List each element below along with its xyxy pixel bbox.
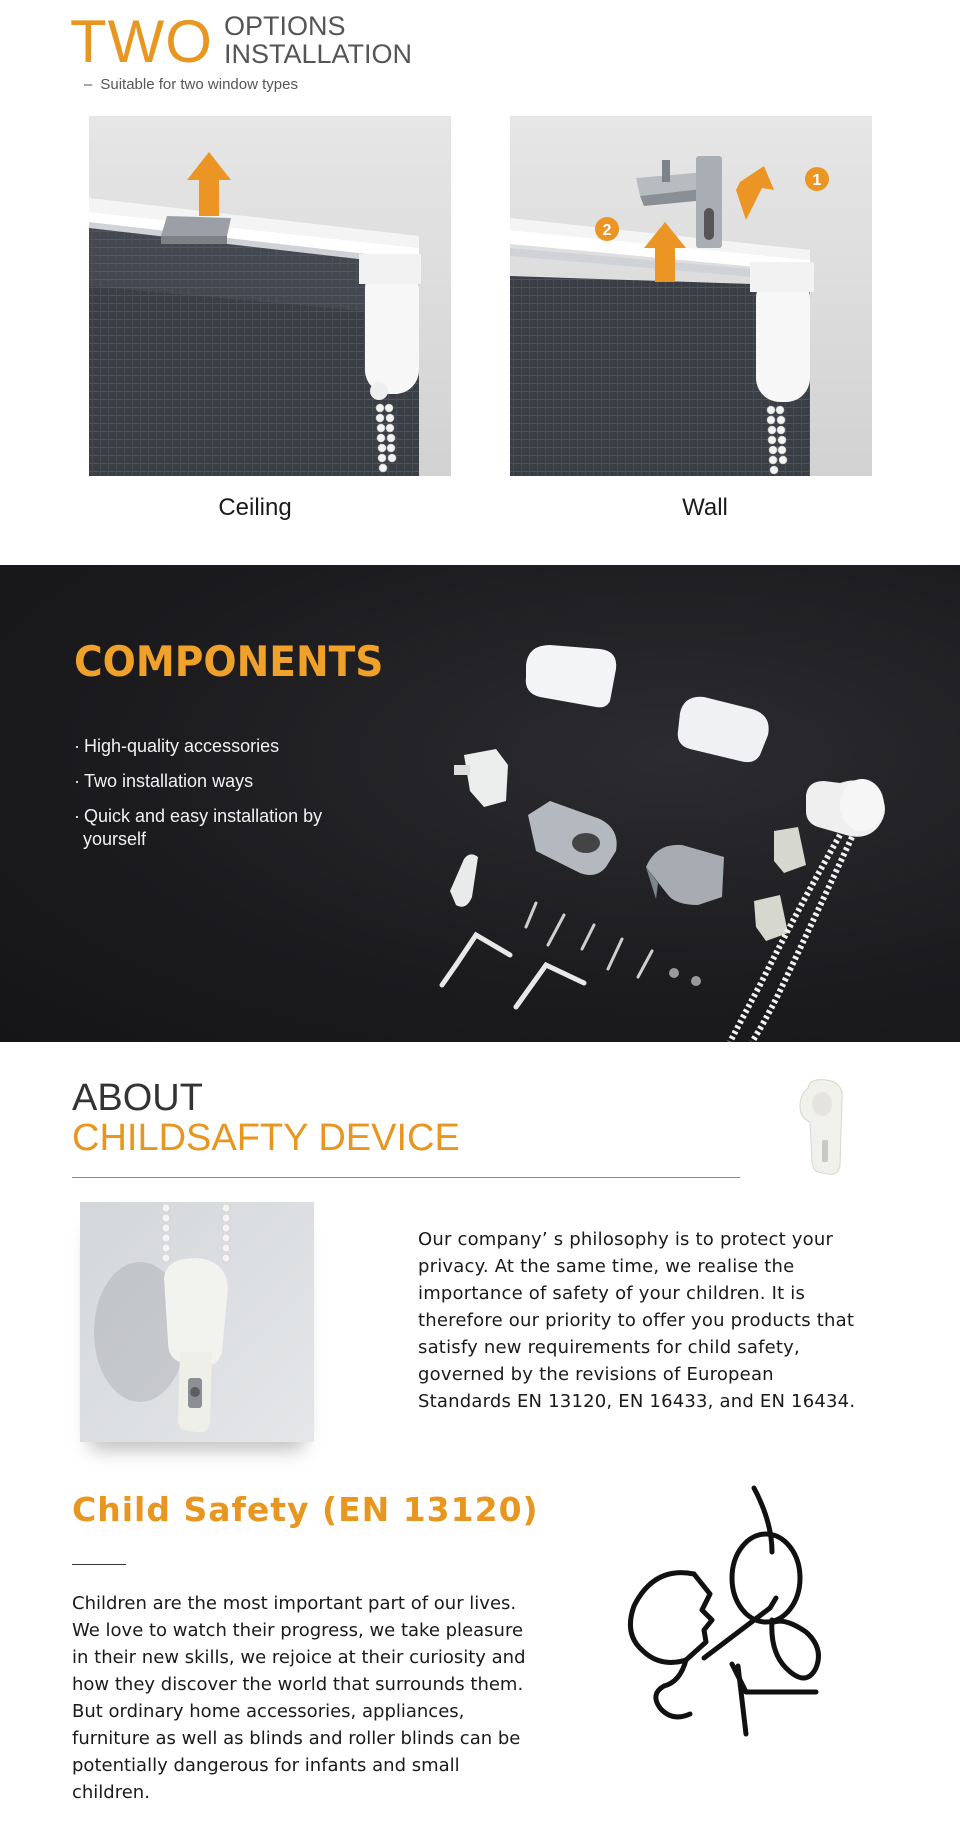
- installation-title-installation: INSTALLATION: [224, 39, 413, 69]
- safety-device-photo: [80, 1202, 314, 1442]
- ceiling-mount-photo: [89, 116, 451, 476]
- about-divider: [72, 1177, 740, 1178]
- child-safety-paragraph: Children are the most important part of our lives. We love to watch their progress, we take pleasure in their new skills, we rejoice at their curiosity and how they discover the world that surrounds them. But ordinary home accessories, appliances, furniture as well as blinds and roller blinds can be potentially dangerous for infants and small children.: [72, 1593, 526, 1803]
- installation-title-two: TWO: [70, 8, 213, 75]
- wall-step-1-label: 1: [812, 172, 822, 189]
- installation-section: [0, 0, 960, 565]
- about-heading-line1: ABOUT: [72, 1077, 203, 1119]
- about-paragraph: Our company’ s philosophy is to protect your privacy. At the same time, we realise the importance of safety of your children. It is therefore our priority to offer you products that satisfy new requirements for child safety, governed by the revisions of European Standards EN 13120, EN 16433, and EN 16434.: [418, 1229, 856, 1412]
- components-feature-item: · Quick and easy installation by yourself: [74, 806, 323, 849]
- wall-mount-photo: [510, 116, 872, 476]
- about-section: [0, 1042, 960, 1482]
- child-safety-section: [0, 1482, 960, 1840]
- wall-caption: Wall: [682, 494, 728, 521]
- child-cord-hazard-illustration: [620, 1482, 840, 1752]
- ceiling-caption: Ceiling: [218, 494, 292, 521]
- components-feature-list: [74, 735, 344, 863]
- about-heading-line2: CHILDSAFTY DEVICE: [72, 1117, 460, 1159]
- wall-step-2-label: 2: [602, 222, 612, 239]
- safety-clip-icon: [790, 1078, 860, 1178]
- installation-title-options: OPTIONS: [224, 11, 346, 41]
- components-title: COMPONENTS: [74, 637, 384, 686]
- components-feature-item: · High-quality accessories: [74, 736, 280, 756]
- subtitle-dash: –: [84, 76, 93, 93]
- child-safety-divider: [72, 1564, 126, 1565]
- components-parts-photo: [400, 605, 960, 1042]
- components-feature-item: · Two installation ways: [74, 771, 254, 791]
- components-section: [0, 565, 960, 1042]
- installation-subtitle: [84, 76, 298, 93]
- child-safety-title: Child Safety (EN 13120): [72, 1490, 539, 1529]
- subtitle-text: Suitable for two window types: [100, 76, 298, 93]
